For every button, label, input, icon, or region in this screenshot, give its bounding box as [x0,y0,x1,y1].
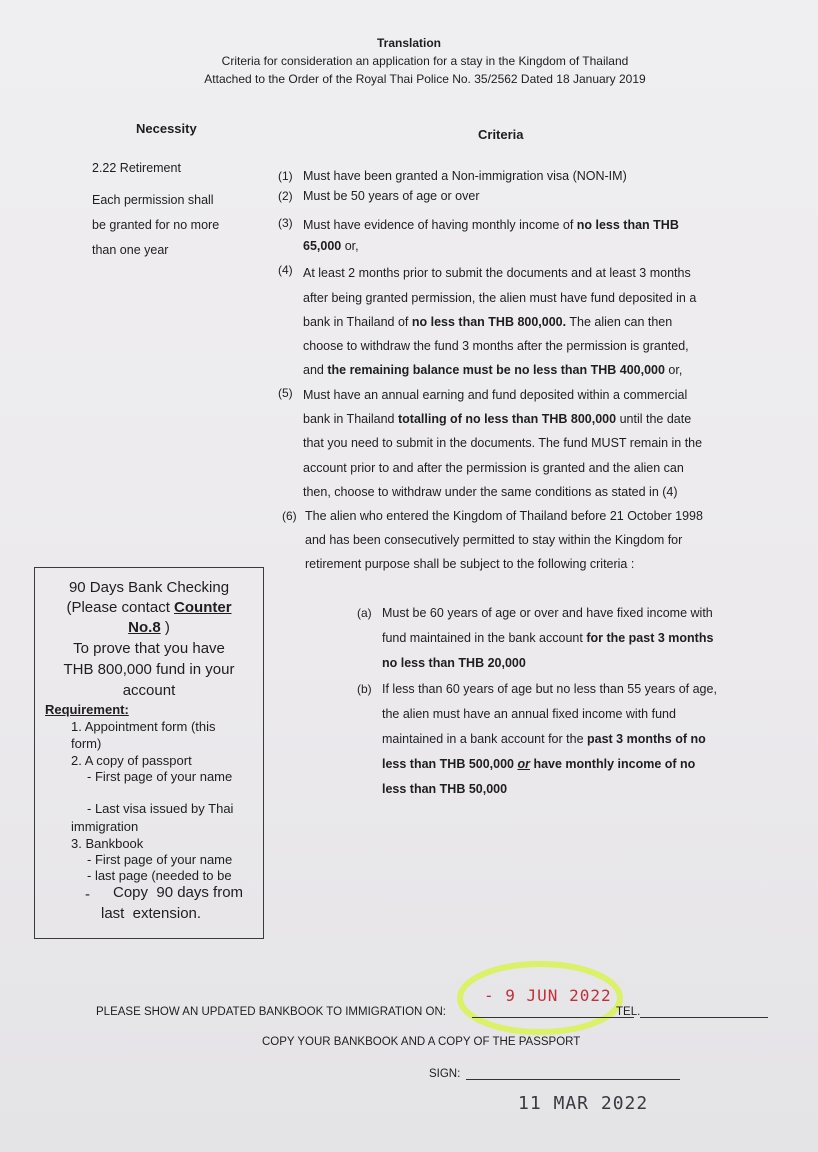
box-req-3a: - First page of your name [87,852,233,867]
criterion-4-line-5: and the remaining balance must be no less than THB 400,000 or, [303,363,683,377]
box-requirement-heading: Requirement: [45,702,129,717]
box-counter-line: No.8 ) [128,619,170,636]
box-prove-line-2: THB 800,000 fund in your [63,661,235,678]
stamp-date-due: - 9 JUN 2022 [484,986,612,1005]
criteria-heading: Criteria [478,127,524,142]
criterion-a-line-3: no less than THB 20,000 [382,656,526,670]
stamp-date-issued: 11 MAR 2022 [518,1093,649,1114]
criterion-a-number: (a) [357,606,372,620]
necessity-desc-1: Each permission shall [92,193,214,207]
doc-subtitle-2: Attached to the Order of the Royal Thai Police No. 35/2562 Dated 18 January 2019 [204,72,646,86]
criterion-3-line-1: Must have evidence of having monthly income of no less than THB [303,218,679,232]
criterion-6-number: (6) [282,509,297,523]
date-underline [472,1017,634,1018]
box-req-3c-line-2: last extension. [101,905,202,922]
criterion-b-line-5: less than THB 50,000 [382,782,508,796]
box-req-2b-2: immigration [71,819,139,834]
criterion-4-line-1: At least 2 months prior to submit the documents and at least 3 months [303,266,691,280]
criterion-5-line-1: Must have an annual earning and fund deposited within a commercial [303,388,688,402]
criterion-5-line-4: account prior to and after the permission is granted and the alien can [303,461,684,475]
criterion-a-line-1: Must be 60 years of age or over and have fixed income with [382,606,713,620]
criterion-6-line-1: The alien who entered the Kingdom of Thailand before 21 October 1998 [305,509,703,523]
criterion-5-number: (5) [278,386,293,400]
box-prove-line-1: To prove that you have [73,640,225,657]
criterion-6-line-3: retirement purpose shall be subject to the following criteria : [305,557,635,571]
box-req-3b: - last page (needed to be [87,868,232,883]
box-req-1a: 1. Appointment form (this [71,719,216,734]
box-req-1b: form) [71,736,102,751]
box-title: 90 Days Bank Checking [68,579,230,596]
criterion-b-number: (b) [357,682,372,696]
copy-instruction: COPY YOUR BANKBOOK AND A COPY OF THE PASSPORT [262,1036,581,1048]
necessity-heading: Necessity [136,121,197,136]
criterion-5-line-3: that you need to submit in the documents. The fund MUST remain in the [303,436,703,450]
criterion-4-line-4: choose to withdraw the fund 3 months after the permission is granted, [303,339,689,353]
criterion-b-line-1: If less than 60 years of age but no less than 55 years of age, [382,682,717,696]
box-req-2: 2. A copy of passport [71,753,192,768]
criterion-1-number: (1) [278,169,293,183]
box-contact-line: (Please contact Counter [66,599,232,616]
criterion-4-line-3: bank in Thailand of no less than THB 800,000. The alien can then [303,315,673,329]
criterion-b-line-4: less than THB 500,000 or have monthly income of no [382,757,696,771]
criterion-2-text: Must be 50 years of age or over [303,189,480,203]
box-req-2b-1: - Last visa issued by Thai [87,801,234,816]
box-prove-line-3: account [122,682,176,699]
doc-subtitle-1: Criteria for consideration an application for a stay in the Kingdom of Thailand [221,54,629,68]
bankbook-instruction: PLEASE SHOW AN UPDATED BANKBOOK TO IMMIGRATION ON: [96,1006,446,1018]
criterion-5-line-5: then, choose to withdraw under the same conditions as stated in (4) [303,485,678,499]
criterion-4-line-2: after being granted permission, the alien must have fund deposited in a [303,291,697,305]
criterion-5-line-2: bank in Thailand totalling of no less than THB 800,000 until the date [303,412,692,426]
box-req-3: 3. Bankbook [71,836,144,851]
criterion-2-number: (2) [278,189,293,203]
box-req-3c-line-1: Copy 90 days from [113,884,244,901]
bank-checking-box [34,567,264,939]
box-req-3c-dash: - [85,886,90,903]
criterion-6-line-2: and has been consecutively permitted to stay within the Kingdom for [305,533,683,547]
necessity-desc-2: be granted for no more [92,218,220,232]
tel-label: TEL. [616,1006,641,1018]
criterion-1-text: Must have been granted a Non-immigration visa (NON-IM) [303,169,627,183]
criterion-3-line-2: 65,000 or, [303,239,359,253]
sign-underline [466,1079,680,1080]
criterion-3-number: (3) [278,216,293,230]
criterion-a-line-2: fund maintained in the bank account for the past 3 months [382,631,714,645]
doc-title: Translation [376,36,441,50]
necessity-desc-3: than one year [92,243,169,257]
criterion-4-number: (4) [278,263,293,277]
sign-label: SIGN: [429,1068,461,1080]
criterion-b-line-3: maintained in a bank account for the past 3 months of no [382,732,706,746]
criterion-b-line-2: the alien must have an annual fixed income with fund [382,707,676,721]
box-req-2a: - First page of your name [87,769,233,784]
necessity-item: 2.22 Retirement [92,161,181,175]
tel-underline [640,1017,768,1018]
